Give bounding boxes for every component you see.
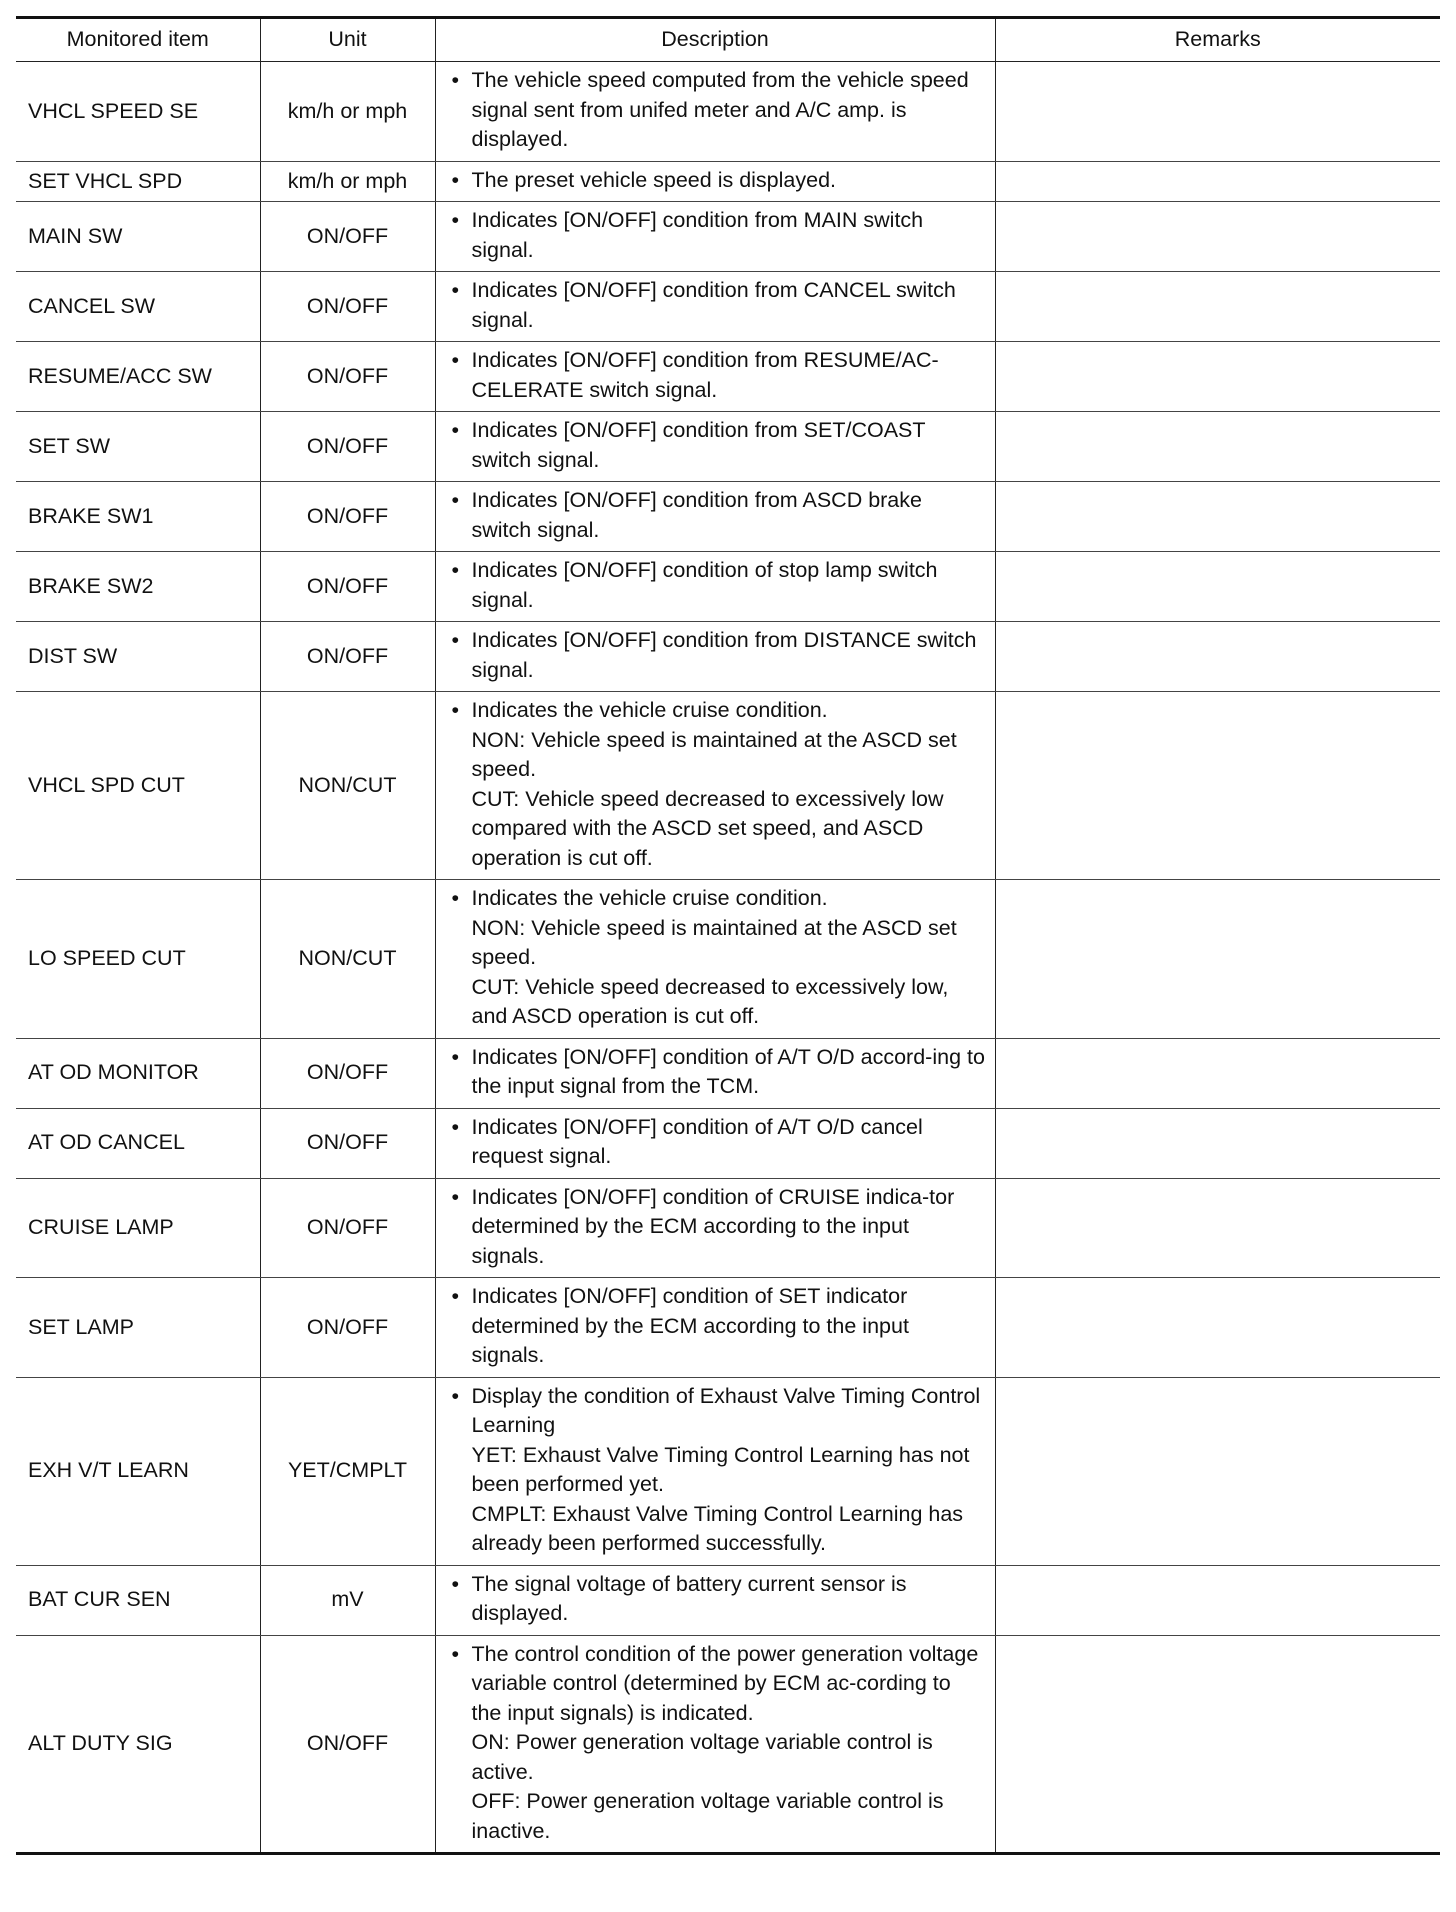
unit-cell: NON/CUT — [260, 880, 435, 1039]
remarks-cell — [995, 622, 1440, 692]
monitor-item-table-page — [16, 16, 1440, 1855]
monitored-item-cell: EXH V/T LEARN — [16, 1377, 260, 1565]
unit-cell: ON/OFF — [260, 272, 435, 342]
unit-cell: NON/CUT — [260, 692, 435, 880]
unit-cell: ON/OFF — [260, 1635, 435, 1854]
unit-cell: km/h or mph — [260, 161, 435, 202]
monitored-item-cell: BRAKE SW2 — [16, 552, 260, 622]
remarks-cell — [995, 1635, 1440, 1854]
header-unit: Unit — [260, 18, 435, 62]
remarks-cell — [995, 1565, 1440, 1635]
description-bullet: • Indicates [ON/OFF] condition of CRUISE indica-tor determined by the ECM according to the input signals. — [448, 1183, 987, 1272]
unit-cell: km/h or mph — [260, 62, 435, 162]
remarks-cell — [995, 1377, 1440, 1565]
description-cell — [435, 1565, 995, 1635]
description-bullet: • The vehicle speed computed from the vehicle speed signal sent from unifed meter and A/C amp. is displayed. — [448, 66, 987, 155]
remarks-cell — [995, 1178, 1440, 1278]
description-bullet: • Indicates [ON/OFF] condition from ASCD brake switch signal. — [448, 486, 987, 545]
description-bullet: • The control condition of the power generation voltage variable control (determined by ECM ac-cording to the input signals) is indicated. — [448, 1640, 987, 1729]
remarks-cell — [995, 62, 1440, 162]
table-row — [16, 272, 1440, 342]
description-cell — [435, 482, 995, 552]
description-cell — [435, 622, 995, 692]
description-bullet: • The preset vehicle speed is displayed. — [448, 166, 987, 196]
monitored-item-cell: SET SW — [16, 412, 260, 482]
table-header-row — [16, 18, 1440, 62]
description-cell — [435, 1108, 995, 1178]
description-detail: YET: Exhaust Valve Timing Control Learning has not been performed yet. — [471, 1442, 970, 1496]
description-bullet: • Indicates [ON/OFF] condition of stop lamp switch signal. — [448, 556, 987, 615]
description-cell — [435, 1278, 995, 1378]
table-row — [16, 1108, 1440, 1178]
table-row — [16, 692, 1440, 880]
description-detail: CUT: Vehicle speed decreased to excessively low, and ASCD operation is cut off. — [471, 974, 949, 1028]
table-row — [16, 202, 1440, 272]
description-cell — [435, 62, 995, 162]
description-detail: NON: Vehicle speed is maintained at the ASCD set speed. — [471, 727, 957, 781]
description-detail: OFF: Power generation voltage variable control is inactive. — [471, 1789, 944, 1843]
description-cell — [435, 1178, 995, 1278]
description-cell — [435, 1038, 995, 1108]
description-cell — [435, 880, 995, 1039]
table-row — [16, 1635, 1440, 1854]
unit-cell: ON/OFF — [260, 1178, 435, 1278]
description-cell — [435, 202, 995, 272]
description-bullet: • Indicates [ON/OFF] condition from DISTANCE switch signal. — [448, 626, 987, 685]
monitored-item-cell: VHCL SPEED SE — [16, 62, 260, 162]
remarks-cell — [995, 1108, 1440, 1178]
table-row — [16, 412, 1440, 482]
unit-cell: mV — [260, 1565, 435, 1635]
description-cell — [435, 161, 995, 202]
description-detail: CMPLT: Exhaust Valve Timing Control Learning has already been performed successfully. — [471, 1501, 964, 1555]
table-row — [16, 161, 1440, 202]
description-cell — [435, 1635, 995, 1854]
monitored-item-cell: CANCEL SW — [16, 272, 260, 342]
remarks-cell — [995, 342, 1440, 412]
monitored-item-cell: BRAKE SW1 — [16, 482, 260, 552]
description-detail: NON: Vehicle speed is maintained at the ASCD set speed. — [471, 915, 957, 969]
table-row — [16, 622, 1440, 692]
table-row — [16, 1038, 1440, 1108]
unit-cell: ON/OFF — [260, 482, 435, 552]
monitored-item-cell: AT OD CANCEL — [16, 1108, 260, 1178]
monitored-item-cell: CRUISE LAMP — [16, 1178, 260, 1278]
unit-cell: YET/CMPLT — [260, 1377, 435, 1565]
table-row — [16, 552, 1440, 622]
table-row — [16, 880, 1440, 1039]
monitored-item-cell: RESUME/ACC SW — [16, 342, 260, 412]
description-cell — [435, 272, 995, 342]
table-row — [16, 62, 1440, 162]
monitored-item-cell: LO SPEED CUT — [16, 880, 260, 1039]
description-bullet: • Indicates the vehicle cruise condition. — [448, 884, 987, 914]
monitored-item-cell: VHCL SPD CUT — [16, 692, 260, 880]
unit-cell: ON/OFF — [260, 412, 435, 482]
remarks-cell — [995, 1278, 1440, 1378]
remarks-cell — [995, 692, 1440, 880]
description-bullet: • The signal voltage of battery current sensor is displayed. — [448, 1570, 987, 1629]
remarks-cell — [995, 482, 1440, 552]
table-row — [16, 1178, 1440, 1278]
monitored-item-cell: SET LAMP — [16, 1278, 260, 1378]
header-monitored-item: Monitored item — [16, 18, 260, 62]
remarks-cell — [995, 552, 1440, 622]
description-cell — [435, 342, 995, 412]
description-cell — [435, 412, 995, 482]
remarks-cell — [995, 202, 1440, 272]
monitor-item-table — [16, 16, 1440, 1855]
description-detail: ON: Power generation voltage variable control is active. — [471, 1730, 933, 1784]
monitored-item-cell: MAIN SW — [16, 202, 260, 272]
unit-cell: ON/OFF — [260, 1038, 435, 1108]
table-body — [16, 62, 1440, 1854]
monitored-item-cell: AT OD MONITOR — [16, 1038, 260, 1108]
unit-cell: ON/OFF — [260, 622, 435, 692]
monitored-item-cell: DIST SW — [16, 622, 260, 692]
table-row — [16, 342, 1440, 412]
description-bullet: • Indicates [ON/OFF] condition from MAIN switch signal. — [448, 206, 987, 265]
description-cell — [435, 1377, 995, 1565]
monitored-item-cell: SET VHCL SPD — [16, 161, 260, 202]
header-description: Description — [435, 18, 995, 62]
remarks-cell — [995, 272, 1440, 342]
unit-cell: ON/OFF — [260, 1108, 435, 1178]
monitored-item-cell: BAT CUR SEN — [16, 1565, 260, 1635]
remarks-cell — [995, 412, 1440, 482]
monitored-item-cell: ALT DUTY SIG — [16, 1635, 260, 1854]
remarks-cell — [995, 161, 1440, 202]
table-row — [16, 1565, 1440, 1635]
description-detail: CUT: Vehicle speed decreased to excessively low compared with the ASCD set speed, and ASCD operation is cut off. — [471, 786, 944, 870]
header-remarks: Remarks — [995, 18, 1440, 62]
remarks-cell — [995, 1038, 1440, 1108]
description-cell — [435, 692, 995, 880]
description-bullet: • Indicates [ON/OFF] condition from CANCEL switch signal. — [448, 276, 987, 335]
description-bullet: • Indicates [ON/OFF] condition from RESUME/AC-CELERATE switch signal. — [448, 346, 987, 405]
description-bullet: • Indicates [ON/OFF] condition of A/T O/D accord-ing to the input signal from the TCM. — [448, 1043, 987, 1102]
unit-cell: ON/OFF — [260, 552, 435, 622]
description-cell — [435, 552, 995, 622]
unit-cell: ON/OFF — [260, 342, 435, 412]
table-row — [16, 1278, 1440, 1378]
table-row — [16, 1377, 1440, 1565]
description-bullet: • Indicates [ON/OFF] condition of A/T O/D cancel request signal. — [448, 1113, 987, 1172]
description-bullet: • Indicates [ON/OFF] condition from SET/COAST switch signal. — [448, 416, 987, 475]
description-bullet: • Display the condition of Exhaust Valve Timing Control Learning — [448, 1382, 987, 1441]
unit-cell: ON/OFF — [260, 202, 435, 272]
description-bullet: • Indicates the vehicle cruise condition. — [448, 696, 987, 726]
unit-cell: ON/OFF — [260, 1278, 435, 1378]
remarks-cell — [995, 880, 1440, 1039]
table-row — [16, 482, 1440, 552]
description-bullet: • Indicates [ON/OFF] condition of SET indicator determined by the ECM according to the input signals. — [448, 1282, 987, 1371]
